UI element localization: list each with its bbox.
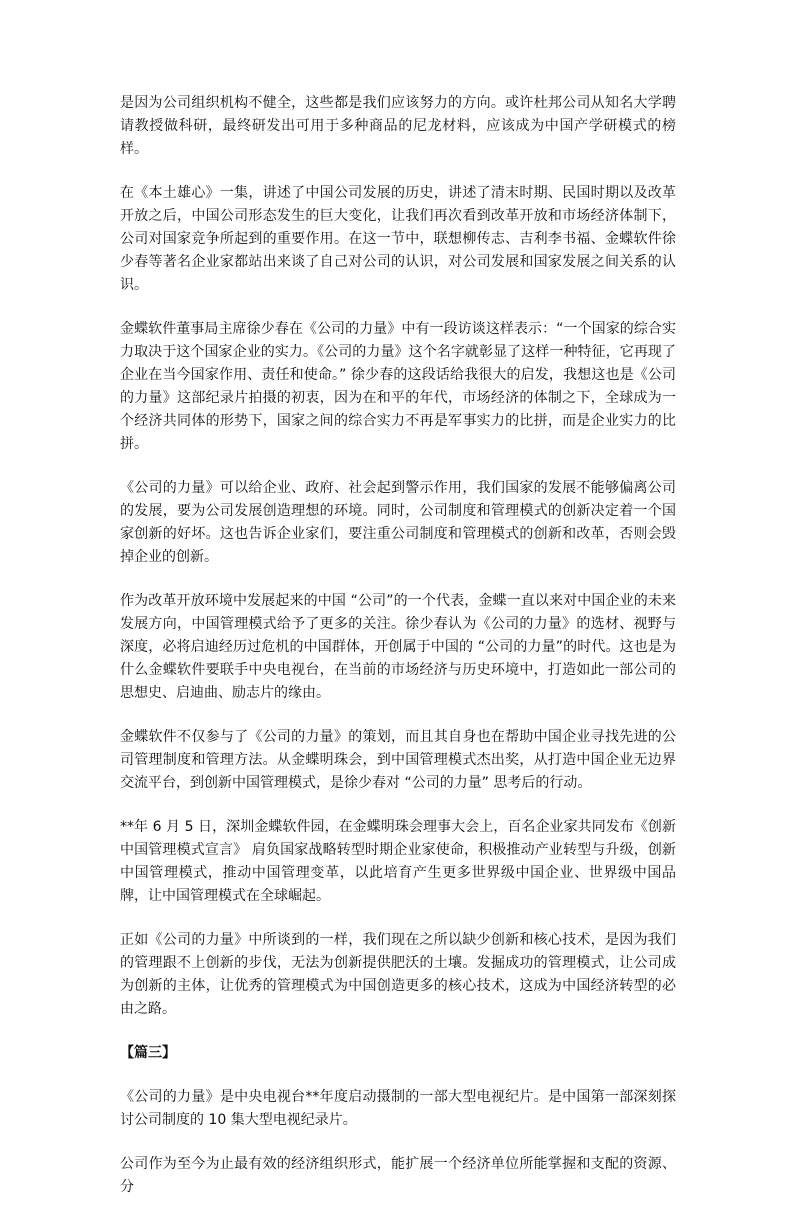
paragraph-7: **年 6 月 5 日，深圳金蝶软件园，在金蝶明珠会理事大会上，百名企业家共同发布《创新中国管理模式宣言》 肩负国家战略转型时期企业家使命，积极推动产业转型与升级，创新中国管理模式，推动中国管理变革，以此培育产生更多世界级中国企业、世界级中国品牌，让中国管理模式在全球崛起。 <box>120 819 676 904</box>
section-paragraph-2: 公司作为至今为止最有效的经济组织形式，能扩展一个经济单位所能掌握和支配的资源、分 <box>120 1156 676 1195</box>
paragraph-4: 《公司的力量》可以给企业、政府、社会起到警示作用，我们国家的发展不能够偏离公司的发展，要为公司发展创造理想的环境。同时，公司制度和管理模式的创新决定着一个国家创新的好坏。这也告诉企业家们，要注重公司制度和管理模式的创新和改革，否则会毁掉企业的创新。 <box>120 480 676 565</box>
paragraph-3: 金蝶软件董事局主席徐少春在《公司的力量》中有一段访谈这样表示：“一个国家的综合实力取决于这个国家企业的实力。《公司的力量》这个名字就彰显了这样一种特征，它再现了企业在当今国家作用、责任和使命。” 徐少春的这段话给我很大的启发，我想这也是《公司的力量》这部纪录片拍摄的初衷，因为在和平的年代，市场经济的体制之下，全球成为一个经济共同体的形势下，国家之间的综合实力不再是军事实力的比拼，而是企业实力的比拼。 <box>120 321 676 452</box>
paragraph-5: 作为改革开放环境中发展起来的中国 “公司”的一个代表，金蝶一直以来对中国企业的未来发展方向，中国管理模式给予了更多的关注。徐少春认为《公司的力量》的选材、视野与深度，必将启迪经历过危机的中国群体，开创属于中国的 “公司的力量”的时代。这也是为什么金蝶软件要联手中央电视台，在当前的市场经济与历史环境中，打造如此一部公司的思想史、启迪曲、励志片的缘由。 <box>120 593 676 701</box>
document-page <box>120 92 676 1220</box>
paragraph-8: 正如《公司的力量》中所谈到的一样，我们现在之所以缺少创新和核心技术，是因为我们的管理跟不上创新的步伐，无法为创新提供肥沃的土壤。发掘成功的管理模式，让公司成为创新的主体，让优秀的管理模式为中国创造更多的核心技术，这成为中国经济转型的必由之路。 <box>120 932 676 1017</box>
section-paragraph-1: 《公司的力量》是中央电视台**年度启动摄制的一部大型电视纪片。是中国第一部深刻探讨公司制度的 10 集大型电视纪录片。 <box>120 1089 676 1128</box>
paragraph-6: 金蝶软件不仅参与了《公司的力量》的策划，而且其自身也在帮助中国企业寻找先进的公司管理制度和管理方法。从金蝶明珠会，到中国管理模式杰出奖，从打造中国企业无边界交流平台，到创新中国管理模式，是徐少春对 “公司的力量” 思考后的行动。 <box>120 729 676 791</box>
section-heading: 【篇三】 <box>120 1045 176 1061</box>
paragraph-2: 在《本土雄心》一集，讲述了中国公司发展的历史，讲述了清末时期、民国时期以及改革开放之后，中国公司形态发生的巨大变化，让我们再次看到改革开放和市场经济体制下，公司对国家竞争所起到的重要作用。在这一节中，联想柳传志、吉利李书福、金蝶软件徐少春等著名企业家都站出来谈了自己对公司的认识，对公司发展和国家发展之间关系的认识。 <box>120 185 676 293</box>
paragraph-1: 是因为公司组织机构不健全，这些都是我们应该努力的方向。或许杜邦公司从知名大学聘请教授做科研，最终研发出可用于多种商品的尼龙材料，应该成为中国产学研模式的榜样。 <box>120 95 676 157</box>
